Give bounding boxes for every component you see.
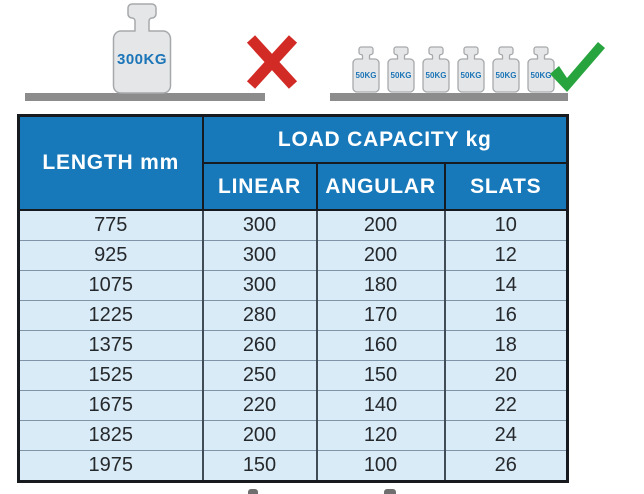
- cell-linear: 250: [203, 361, 317, 391]
- small-weight-label: 50KG: [530, 71, 552, 80]
- cell-linear: 220: [203, 391, 317, 421]
- check-icon: [549, 41, 606, 93]
- small-weight-label: 50KG: [390, 71, 412, 80]
- cell-angular: 180: [317, 271, 445, 301]
- weight-icon: [491, 46, 521, 93]
- cell-slats: 22: [445, 391, 568, 421]
- small-weight-label: 50KG: [460, 71, 482, 80]
- table-row: [19, 391, 568, 421]
- shelf-left: [25, 93, 265, 101]
- cell-linear: 300: [203, 210, 317, 241]
- weight-icon: [386, 46, 416, 93]
- small-weight-label: 50KG: [495, 71, 517, 80]
- big-weight: [112, 2, 172, 94]
- cell-angular: 160: [317, 331, 445, 361]
- cell-length: 1825: [19, 421, 203, 451]
- cutoff-text-fragment: [248, 489, 258, 494]
- cell-length: 1525: [19, 361, 203, 391]
- table-row: [19, 301, 568, 331]
- cell-slats: 26: [445, 451, 568, 482]
- table-body: [19, 210, 568, 482]
- cell-length: 925: [19, 241, 203, 271]
- cell-slats: 14: [445, 271, 568, 301]
- cell-slats: 20: [445, 361, 568, 391]
- table-row: [19, 361, 568, 391]
- cell-angular: 170: [317, 301, 445, 331]
- cell-linear: 300: [203, 241, 317, 271]
- small-weight: [351, 46, 381, 93]
- cell-length: 1675: [19, 391, 203, 421]
- cell-linear: 150: [203, 451, 317, 482]
- table-row: [19, 241, 568, 271]
- cell-linear: 260: [203, 331, 317, 361]
- length-header-cell: LENGTH mm: [19, 116, 203, 211]
- weight-icon: [112, 2, 172, 94]
- table-header: [19, 116, 568, 211]
- cell-angular: 200: [317, 210, 445, 241]
- cell-length: 1075: [19, 271, 203, 301]
- small-weight-label: 50KG: [425, 71, 447, 80]
- cell-length: 1975: [19, 451, 203, 482]
- cell-angular: 200: [317, 241, 445, 271]
- small-weight-label: 50KG: [355, 71, 377, 80]
- weight-icon: [421, 46, 451, 93]
- subheader-slats: SLATS: [445, 163, 568, 210]
- cell-angular: 120: [317, 421, 445, 451]
- cell-slats: 10: [445, 210, 568, 241]
- cross-icon: [247, 35, 297, 89]
- weight-icon: [456, 46, 486, 93]
- cell-slats: 12: [445, 241, 568, 271]
- cell-length: 1225: [19, 301, 203, 331]
- cutoff-text-fragment: [384, 489, 396, 494]
- big-weight-label: 300KG: [116, 51, 168, 68]
- capacity-table: [17, 114, 569, 483]
- cell-slats: 16: [445, 301, 568, 331]
- cell-linear: 200: [203, 421, 317, 451]
- weight-icon: [351, 46, 381, 93]
- subheader-angular: ANGULAR: [317, 163, 445, 210]
- small-weight: [491, 46, 521, 93]
- cell-length: 775: [19, 210, 203, 241]
- shelf-right: [330, 93, 568, 101]
- table-row: [19, 271, 568, 301]
- cell-linear: 300: [203, 271, 317, 301]
- small-weights: [351, 46, 556, 93]
- cell-slats: 24: [445, 421, 568, 451]
- table-row: [19, 331, 568, 361]
- small-weight: [456, 46, 486, 93]
- cell-length: 1375: [19, 331, 203, 361]
- table-row: [19, 210, 568, 241]
- cell-angular: 150: [317, 361, 445, 391]
- table-row: [19, 421, 568, 451]
- subheader-linear: LINEAR: [203, 163, 317, 210]
- small-weight: [386, 46, 416, 93]
- cell-slats: 18: [445, 331, 568, 361]
- table-row: [19, 451, 568, 482]
- cell-angular: 140: [317, 391, 445, 421]
- small-weight: [421, 46, 451, 93]
- group-header-cell: LOAD CAPACITY kg: [203, 116, 568, 164]
- cell-angular: 100: [317, 451, 445, 482]
- cell-linear: 280: [203, 301, 317, 331]
